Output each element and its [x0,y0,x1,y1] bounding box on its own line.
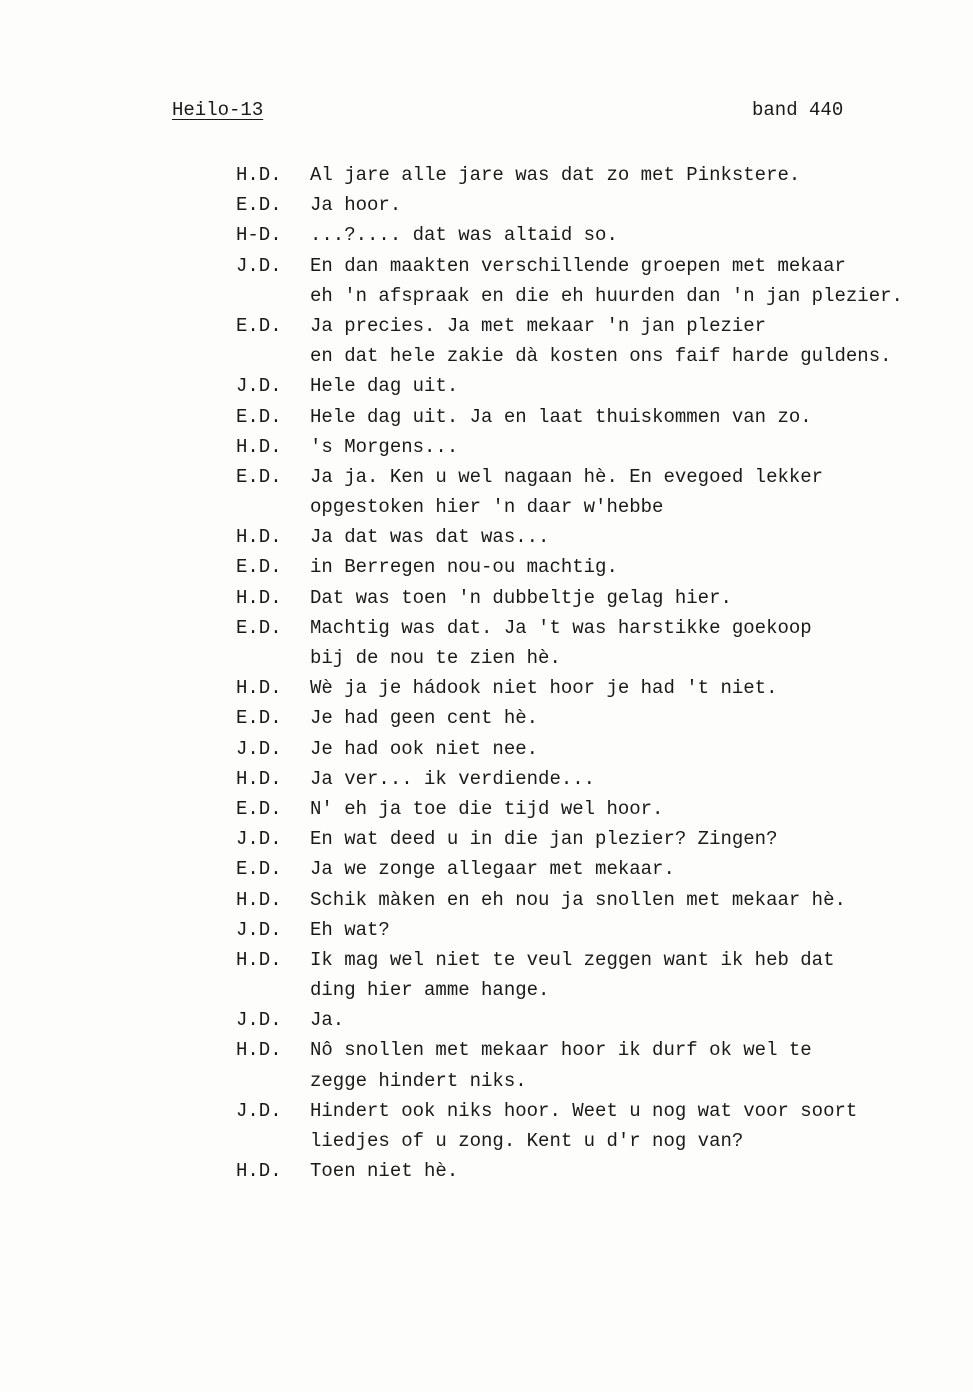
transcript-line [0,583,973,613]
transcript-line [0,885,973,915]
document-id: Heilo-13 [172,99,264,121]
transcript-line [0,522,973,552]
speaker-label: J.D. [236,1099,282,1122]
transcript-line [0,1096,973,1126]
transcript-line [0,1156,973,1186]
transcript-line [0,915,973,945]
transcript-line [0,703,973,733]
transcript-line [0,492,973,522]
utterance-text: 's Morgens... [310,435,459,458]
transcript-line [0,552,973,582]
transcript-line [0,794,973,824]
speaker-label: H.D. [236,767,282,790]
utterance-text: Ja we zonge allegaar met mekaar. [310,858,675,881]
utterance-text: En wat deed u in die jan plezier? Zingen? [310,828,778,851]
utterance-text: en dat hele zakie dà kosten ons faif harde guldens. [310,345,892,368]
tape-number: band 440 [752,99,844,121]
utterance-text: Hele dag uit. Ja en laat thuiskommen van zo. [310,405,812,428]
speaker-label: H.D. [236,948,282,971]
speaker-label: J.D. [236,254,282,277]
utterance-text: liedjes of u zong. Kent u d'r nog van? [310,1130,744,1152]
utterance-text: Al jare alle jare was dat zo met Pinkstere. [310,164,801,186]
utterance-text: Je had ook niet nee. [310,737,539,760]
transcript-line [0,945,973,975]
speaker-label: E.D. [236,858,282,881]
speaker-label: J.D. [236,737,282,760]
speaker-label: H.D. [236,888,282,911]
utterance-text: bij de nou te zien hè. [310,647,561,669]
utterance-text: Ja dat was dat was... [310,526,550,549]
transcript-line [0,824,973,854]
speaker-label: E.D. [236,194,282,217]
transcript-body [0,160,973,1186]
utterance-text: Je had geen cent hè. [310,707,539,730]
speaker-label: J.D. [236,375,282,398]
transcript-line [0,160,973,190]
transcript-line [0,764,973,794]
utterance-text: Hele dag uit. [310,375,459,398]
transcript-line [0,462,973,492]
transcript-line [0,311,973,341]
utterance-text: En dan maakten verschillende groepen met mekaar [310,254,846,277]
speaker-label: H.D. [236,164,282,186]
transcript-line [0,975,973,1005]
utterance-text: Nô snollen met mekaar hoor ik durf ok wel te [310,1039,812,1062]
transcript-line [0,432,973,462]
speaker-label: H.D. [236,526,282,549]
utterance-text: Toen niet hè. [310,1160,459,1183]
utterance-text: Ja hoor. [310,194,402,217]
transcript-line [0,371,973,401]
utterance-text: in Berregen nou-ou machtig. [310,556,618,579]
speaker-label: E.D. [236,556,282,579]
speaker-label: H.D. [236,435,282,458]
speaker-label: H.D. [236,1160,282,1183]
transcript-line [0,734,973,764]
speaker-label: E.D. [236,314,282,337]
transcript-line [0,281,973,311]
transcript-line [0,643,973,673]
speaker-label: E.D. [236,797,282,820]
utterance-text: Ja ja. Ken u wel nagaan hè. En evegoed lekker [310,465,824,488]
speaker-label: H.D. [236,677,282,700]
transcript-line [0,673,973,703]
transcript-line [0,1005,973,1035]
utterance-text: opgestoken hier 'n daar w'hebbe [310,496,664,519]
speaker-label: E.D. [236,616,282,639]
utterance-text: Ja precies. Ja met mekaar 'n jan plezier [310,314,767,337]
speaker-label: H.D. [236,586,282,609]
utterance-text: Schik màken en eh nou ja snollen met mekaar hè. [310,888,846,911]
transcript-line [0,402,973,432]
utterance-text: eh 'n afspraak en die eh huurden dan 'n jan plezier. [310,284,903,307]
utterance-text: Ja ver... ik verdiende... [310,767,596,790]
utterance-text: N' eh ja toe die tijd wel hoor. [310,797,664,820]
utterance-text: ding hier amme hange. [310,979,550,1002]
utterance-text: Ja. [310,1009,345,1032]
utterance-text: zegge hindert niks. [310,1069,527,1092]
utterance-text: Eh wat? [310,918,390,941]
speaker-label: J.D. [236,828,282,851]
transcript-line [0,220,973,250]
speaker-label: E.D. [236,707,282,730]
utterance-text: Wè ja je hádook niet hoor je had 't niet. [310,677,778,700]
transcript-line [0,251,973,281]
transcript-line [0,1035,973,1065]
transcript-line [0,613,973,643]
speaker-label: J.D. [236,1009,282,1032]
speaker-label: J.D. [236,918,282,941]
transcript-line [0,1066,973,1096]
utterance-text: Ik mag wel niet te veul zeggen want ik heb dat [310,948,835,971]
utterance-text: ...?.... dat was altaid so. [310,224,618,247]
utterance-text: Dat was toen 'n dubbeltje gelag hier. [310,586,732,609]
speaker-label: E.D. [236,405,282,428]
transcript-line [0,1126,973,1156]
speaker-label: H-D. [236,224,282,247]
transcript-line [0,190,973,220]
utterance-text: Machtig was dat. Ja 't was harstikke goekoop [310,616,812,639]
utterance-text: Hindert ook niks hoor. Weet u nog wat voor soort [310,1099,858,1122]
speaker-label: H.D. [236,1039,282,1062]
transcript-line [0,854,973,884]
speaker-label: E.D. [236,465,282,488]
transcript-line [0,341,973,371]
